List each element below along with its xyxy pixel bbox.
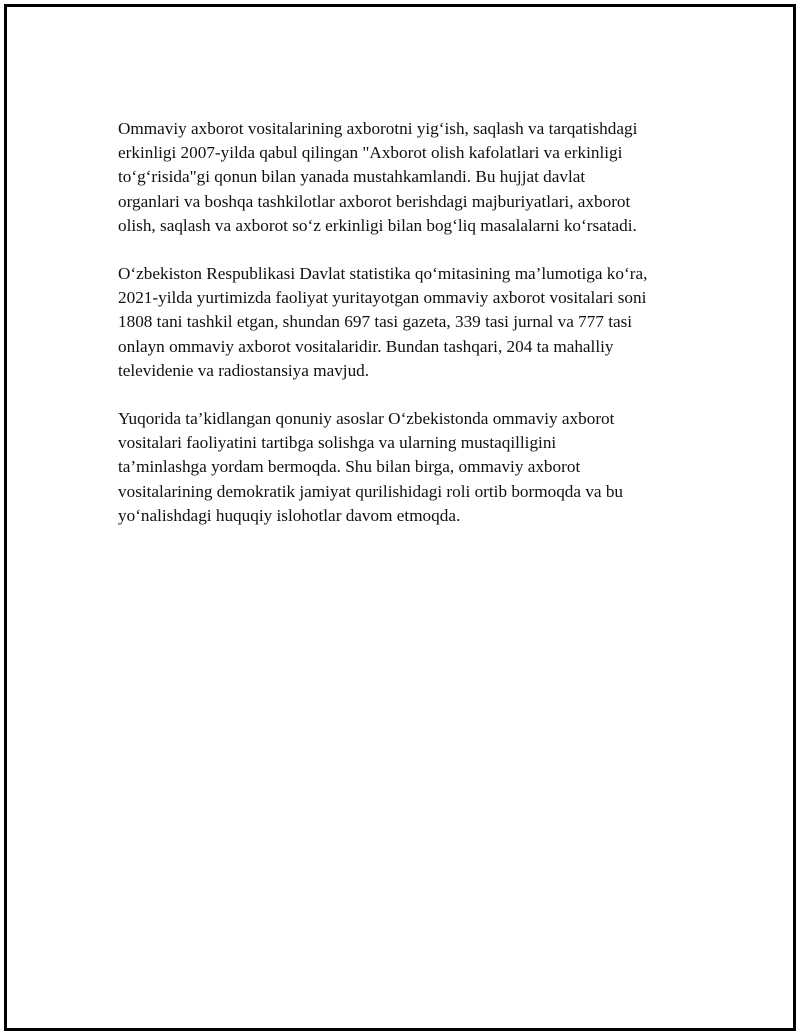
text-line: organlari va boshqa tashkilotlar axborot berishdagi majburiyatlari, axborot	[118, 191, 631, 211]
text-line: Yuqorida ta’kidlangan qonuniy asoslar O‘zbekistonda ommaviy axborot	[118, 409, 615, 429]
paragraph-legal-reforms	[118, 407, 708, 528]
text-line: vositalarining demokratik jamiyat qurilishidagi roli ortib bormoqda va bu	[118, 481, 624, 501]
document-body	[118, 117, 708, 552]
text-line: erkinligi 2007-yilda qabul qilingan "Axborot olish kafolatlari va erkinligi	[118, 143, 623, 163]
text-line: yo‘nalishdagi huquqiy islohotlar davom etmoqda.	[118, 505, 461, 525]
text-line: onlayn ommaviy axborot vositalaridir. Bundan tashqari, 204 ta mahalliy	[118, 336, 614, 356]
text-line: to‘g‘risida"gi qonun bilan yanada mustahkamlandi. Bu hujjat davlat	[118, 167, 586, 187]
text-line: televidenie va radiostansiya mavjud.	[118, 360, 370, 380]
text-line: Ommaviy axborot vositalarining axborotni yig‘ish, saqlash va tarqatishdagi	[118, 119, 638, 138]
text-line: 2021-yilda yurtimizda faoliyat yuritayotgan ommaviy axborot vositalari soni	[118, 288, 647, 308]
text-line: vositalari faoliyatini tartibga solishga va ularning mustaqilligini	[118, 433, 557, 453]
paragraph-media-statistics	[118, 262, 708, 383]
paragraph-media-freedom-law	[118, 117, 708, 238]
text-line: ta’minlashga yordam bermoqda. Shu bilan birga, ommaviy axborot	[118, 457, 581, 477]
text-line: 1808 tani tashkil etgan, shundan 697 tasi gazeta, 339 tasi jurnal va 777 tasi	[118, 312, 633, 332]
text-line: O‘zbekiston Respublikasi Davlat statistika qo‘mitasining ma’lumotiga ko‘ra,	[118, 264, 648, 284]
text-line: olish, saqlash va axborot so‘z erkinligi bilan bog‘liq masalalarni ko‘rsatadi.	[118, 215, 637, 235]
